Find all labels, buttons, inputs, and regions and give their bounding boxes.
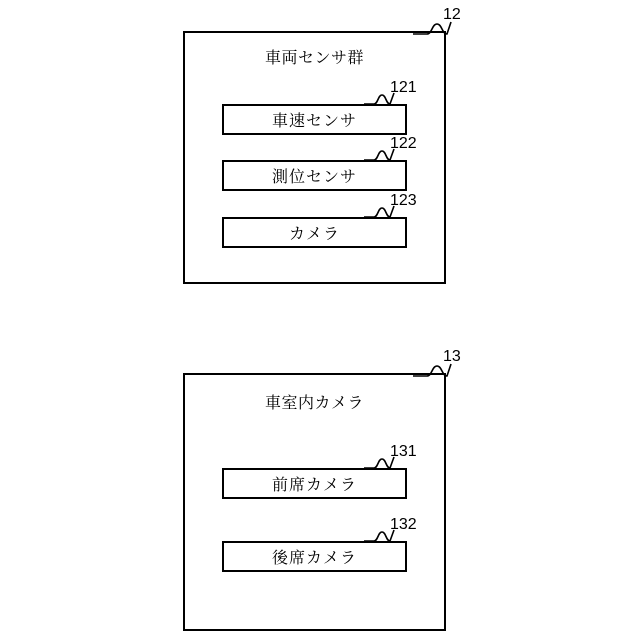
- sub-block-positioning-sensor-label: 測位センサ: [271, 169, 357, 186]
- sub-block-front-seat-camera: [222, 468, 407, 499]
- sub-block-vehicle-speed-sensor-label: 車速センサ: [271, 113, 357, 130]
- ref-number-132: 132: [390, 516, 417, 533]
- ref-number-121: 121: [390, 79, 417, 96]
- ref-number-122: 122: [390, 135, 417, 152]
- sub-block-rear-seat-camera: [222, 541, 407, 572]
- sub-block-positioning-sensor: [222, 160, 407, 191]
- sub-block-camera-label: カメラ: [288, 226, 340, 243]
- leader-line-12: [411, 8, 471, 36]
- sub-block-vehicle-speed-sensor: [222, 104, 407, 135]
- sub-block-rear-seat-camera-label: 後席カメラ: [271, 550, 357, 567]
- sub-block-camera: [222, 217, 407, 248]
- ref-number-123: 123: [390, 192, 417, 209]
- leader-line-13: [411, 350, 471, 378]
- block-cabin-camera-title: 車室内カメラ: [264, 395, 364, 412]
- ref-number-131: 131: [390, 443, 417, 460]
- ref-number-12: 12: [443, 6, 461, 23]
- block-vehicle-sensor-group-title: 車両センサ群: [264, 50, 364, 67]
- ref-number-13: 13: [443, 348, 461, 365]
- sub-block-front-seat-camera-label: 前席カメラ: [271, 477, 357, 494]
